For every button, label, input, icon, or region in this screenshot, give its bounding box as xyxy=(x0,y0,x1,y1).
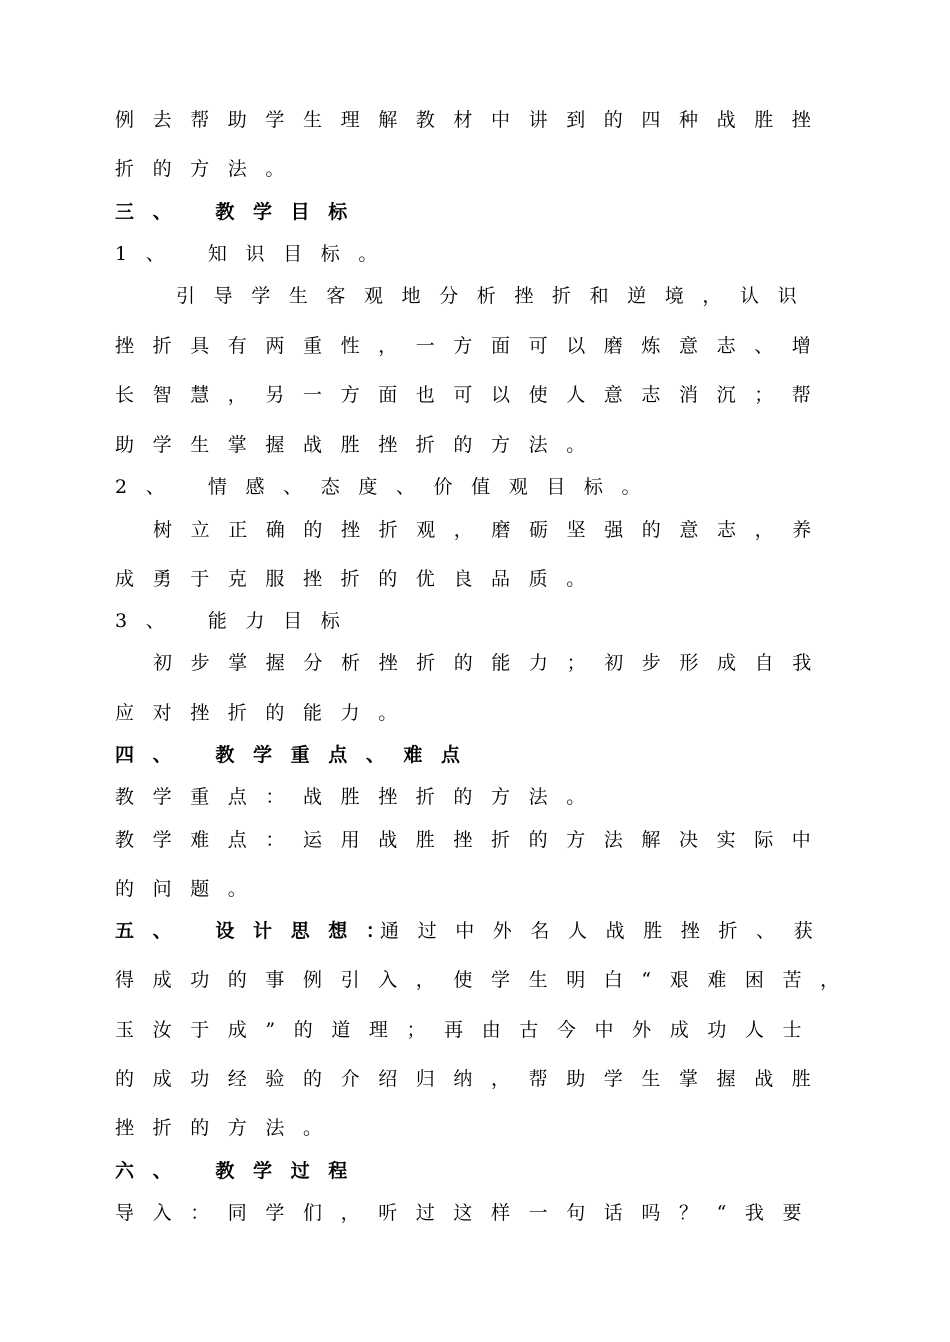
text-line: 应对挫折的能力。 xyxy=(115,702,416,724)
subsection-heading: 1、 知识目标。 xyxy=(115,243,396,265)
text-line: 助学生掌握战胜挫折的方法。 xyxy=(115,434,604,456)
text-line: 折的方法。 xyxy=(115,158,304,180)
section-heading: 三、 教学目标 xyxy=(115,201,366,223)
section-heading: 五、 设计思想： xyxy=(115,920,404,942)
text-line: 得成功的事例引入，使学生明白“艰难困苦， xyxy=(115,969,858,991)
text-line: 教学难点：运用战胜挫折的方法解决实际中 xyxy=(115,829,830,851)
text-line: 导入：同学们，听过这样一句话吗？“我要 xyxy=(115,1202,821,1224)
text-line: 挫折具有两重性，一方面可以磨炼意志、增 xyxy=(115,335,830,357)
text-line: 成勇于克服挫折的优良品质。 xyxy=(115,568,604,590)
text-line: 通过中外名人战胜挫折、获 xyxy=(380,920,832,942)
section-heading: 六、 教学过程 xyxy=(115,1160,366,1182)
text-line: 的问题。 xyxy=(115,878,266,900)
text-line: 引导学生客观地分析挫折和逆境，认识 xyxy=(176,285,816,307)
subsection-heading: 2、 情感、态度、价值观目标。 xyxy=(115,476,660,498)
text-line: 例去帮助学生理解教材中讲到的四种战胜挫 xyxy=(115,109,830,131)
subsection-heading: 3、 能力目标 xyxy=(115,610,359,632)
text-line: 玉汝于成”的道理；再由古今中外成功人士 xyxy=(115,1019,821,1041)
text-line: 的成功经验的介绍归纳，帮助学生掌握战胜 xyxy=(115,1068,830,1090)
text-line: 长智慧，另一方面也可以使人意志消沉；帮 xyxy=(115,384,830,406)
text-line: 挫折的方法。 xyxy=(115,1117,341,1139)
text-line: 树立正确的挫折观，磨砺坚强的意志，养 xyxy=(153,519,830,541)
text-line: 初步掌握分析挫折的能力；初步形成自我 xyxy=(153,652,830,674)
text-line: 教学重点：战胜挫折的方法。 xyxy=(115,786,604,808)
section-heading: 四、 教学重点、难点 xyxy=(115,744,479,766)
